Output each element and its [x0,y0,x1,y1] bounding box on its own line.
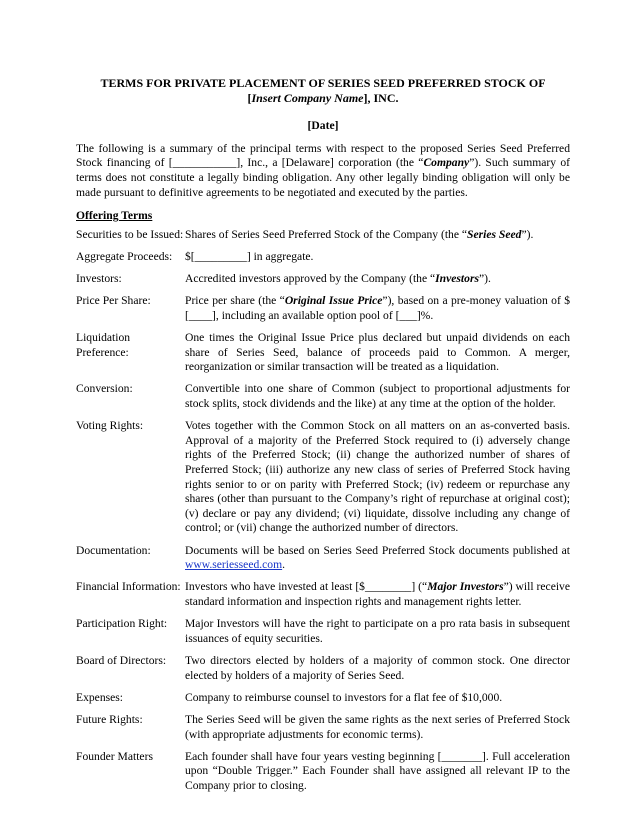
term-value-defined-term: Series Seed [467,227,522,241]
intro-part-1: The following is a summary of the principal terms with respect to the proposed Series Seed Preferred Stock financing of [___________], Inc., a [Delaware] corporation (the “ [76,141,570,170]
term-value [185,713,570,742]
term-value [185,580,570,609]
intro-paragraph [76,142,570,200]
title-line-2 [76,91,570,106]
term-row-founder-matters [76,750,570,794]
term-value-text: Company to reimburse counsel to investors for a flat fee of $10,000. [185,690,503,704]
term-row-documentation [76,544,570,573]
term-row-voting-rights [76,419,570,536]
terms-list [76,228,570,794]
term-value-defined-term: Original Issue Price [284,294,383,308]
term-row-aggregate-proceeds [76,250,570,265]
term-value-text-end: . [282,558,286,572]
term-label: Voting Rights: [76,419,144,433]
term-value [185,250,570,265]
title-suffix: ], INC. [363,90,399,105]
term-value [185,419,570,536]
term-row-participation-right [76,617,570,646]
intro-part-2: ”). Such summary of terms does not constitute a legally binding obligation. Any other legally binding obligation will only be made pursuant to definitive agreements to be negotiated and executed by the parties. [76,156,570,199]
term-value-text: Accredited investors approved by the Company (the “ [185,272,436,286]
term-value-text: Two directors elected by holders of a majority of common stock. One director elected by holders of a majority of Series Seed. [185,653,570,682]
term-value-defined-term: Investors [435,272,479,286]
term-row-board-of-directors [76,654,570,683]
term-value-text: Documents will be based on Series Seed Preferred Stock documents published at [185,543,570,557]
term-value [185,617,570,646]
term-value [185,294,570,323]
term-value-text: $[_________] in aggregate. [185,249,314,263]
title-bracket-open: [ [247,90,252,105]
term-value [185,331,570,375]
term-value [185,228,570,243]
intro-company-term: Company [423,156,470,170]
term-value-text: Investors who have invested at least [$________] (“ [185,580,428,594]
term-row-price-per-share [76,294,570,323]
term-value-text: One times the Original Issue Price plus declared but unpaid dividends on each share of Series Seed, balance of proceeds paid to Common. A merger, reorganization or similar transaction will be treated as a liquidation. [185,331,570,374]
title-line-1: TERMS FOR PRIVATE PLACEMENT OF SERIES SEED PREFERRED STOCK OF [100,76,546,90]
term-label: Board of Directors: [76,653,167,667]
term-value-defined-term: Major Investors [427,580,504,594]
term-label: Documentation: [76,543,151,557]
term-label: Aggregate Proceeds: [76,249,173,263]
term-row-conversion [76,382,570,411]
term-value [185,654,570,683]
document-date: [Date] [307,119,339,133]
term-row-financial-information [76,580,570,609]
seriesseed-link[interactable]: www.seriesseed.com [185,558,283,572]
term-value [185,382,570,411]
term-label: Liquidation Preference: [76,331,131,359]
term-value-text-end: ”). [521,227,534,241]
term-value-text: Major Investors will have the right to participate on a pro rata basis in subsequent issuances of equity securities. [185,617,570,645]
term-value-text: Each founder shall have four years vesting beginning [_______]. Full acceleration upon “Double Trigger.” Each Founder shall have assigned all relevant IP to the Company prior to closing. [185,749,570,792]
term-value-text-end: ”) will receive standard information and inspection rights and management rights letter. [185,580,571,608]
term-label: Securities to be Issued: [76,227,184,241]
title-company-placeholder: Insert Company Name [251,90,364,105]
term-row-expenses [76,691,570,706]
term-value-text-end: ”). [478,272,491,286]
term-value-text-end: ”), based on a pre-money valuation of $ [____], including an available option pool of [___]%. [185,294,570,322]
term-value-text: Shares of Series Seed Preferred Stock of the Company (the “ [185,227,468,241]
term-label: Future Rights: [76,712,143,726]
term-label: Price Per Share: [76,294,151,308]
term-label: Investors: [76,272,122,286]
term-value [185,750,570,794]
term-value [185,544,570,573]
term-row-liquidation-preference [76,331,570,375]
term-label: Founder Matters [76,749,153,763]
term-row-future-rights [76,713,570,742]
term-value-text: Votes together with the Common Stock on all matters on an as-converted basis. Approval of a majority of the Preferred Stock required to (i) adversely change rights of the Preferred Stock; (ii) change the authorized number of shares of Preferred Stock; (iii) authorize any new class of series of Preferred Stock having rights senior to or on parity with Preferred Stock; (iv) redeem or repurchase any shares (other than pursuant to the Company’s right of repurchase at original cost); (v) declare or pay any dividend; (vi) liquidate, dissolve including any change of control; or (vii) change the authorized number of directors. [185,419,570,535]
term-value [185,272,570,287]
term-row-investors [76,272,570,287]
term-label: Participation Right: [76,617,168,631]
section-heading-offering-terms: Offering Terms [76,209,153,223]
document-title [76,76,570,105]
term-value [185,691,570,706]
term-label: Financial Information: [76,580,181,594]
term-label: Conversion: [76,382,133,396]
term-row-securities [76,228,570,243]
term-value-text: The Series Seed will be given the same rights as the next series of Preferred Stock (with appropriate adjustments for economic terms). [185,712,570,741]
term-value-text: Convertible into one share of Common (subject to proportional adjustments for stock splits, stock dividends and the like) at any time at the option of the holder. [185,382,570,411]
term-label: Expenses: [76,690,124,704]
term-value-text: Price per share (the “ [185,294,285,308]
